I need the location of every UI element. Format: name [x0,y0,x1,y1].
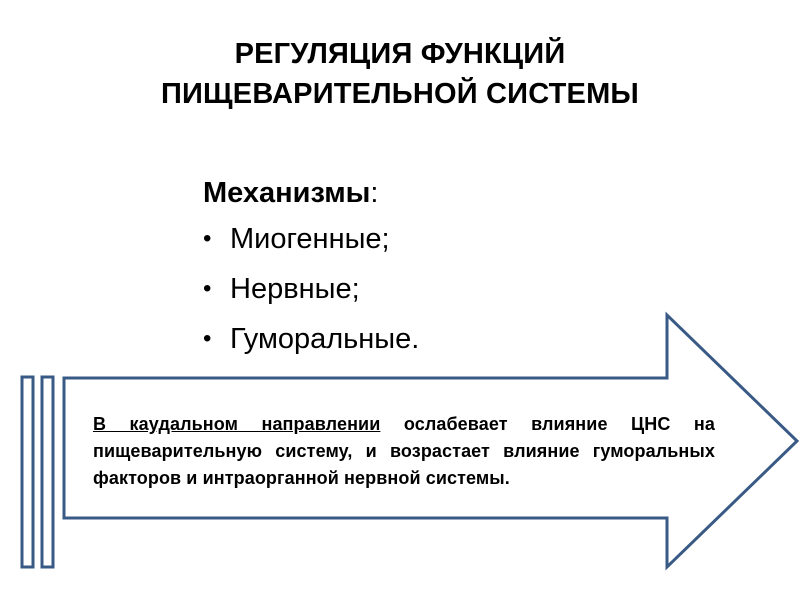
list-item-label: Миогенные; [230,223,390,255]
mechanisms-heading-label: Механизмы [203,177,371,209]
list-item-label: Нервные; [230,273,360,305]
arrow-caption-rest: ослабевает влияние ЦНС на пищеварительную систему, и возрастает влияние гуморальных факторов и интраорганной нервной системы. [93,414,716,488]
title-line-1: РЕГУЛЯЦИЯ ФУНКЦИЙ [234,38,566,70]
arrow-stripe-2 [42,377,53,567]
mechanisms-heading-colon: : [370,177,379,209]
list-item-label: Гуморальные. [230,323,420,355]
arrow-caption [93,411,715,492]
arrow-caption-underlined: В каудальном направлении [93,414,381,434]
bullet-icon: • [203,275,212,302]
bullet-icon: • [203,225,212,252]
arrow-stripe-1 [22,377,33,567]
title-line-2: ПИЩЕВАРИТЕЛЬНОЙ СИСТЕМЫ [160,78,640,110]
bullet-icon: • [203,325,212,352]
